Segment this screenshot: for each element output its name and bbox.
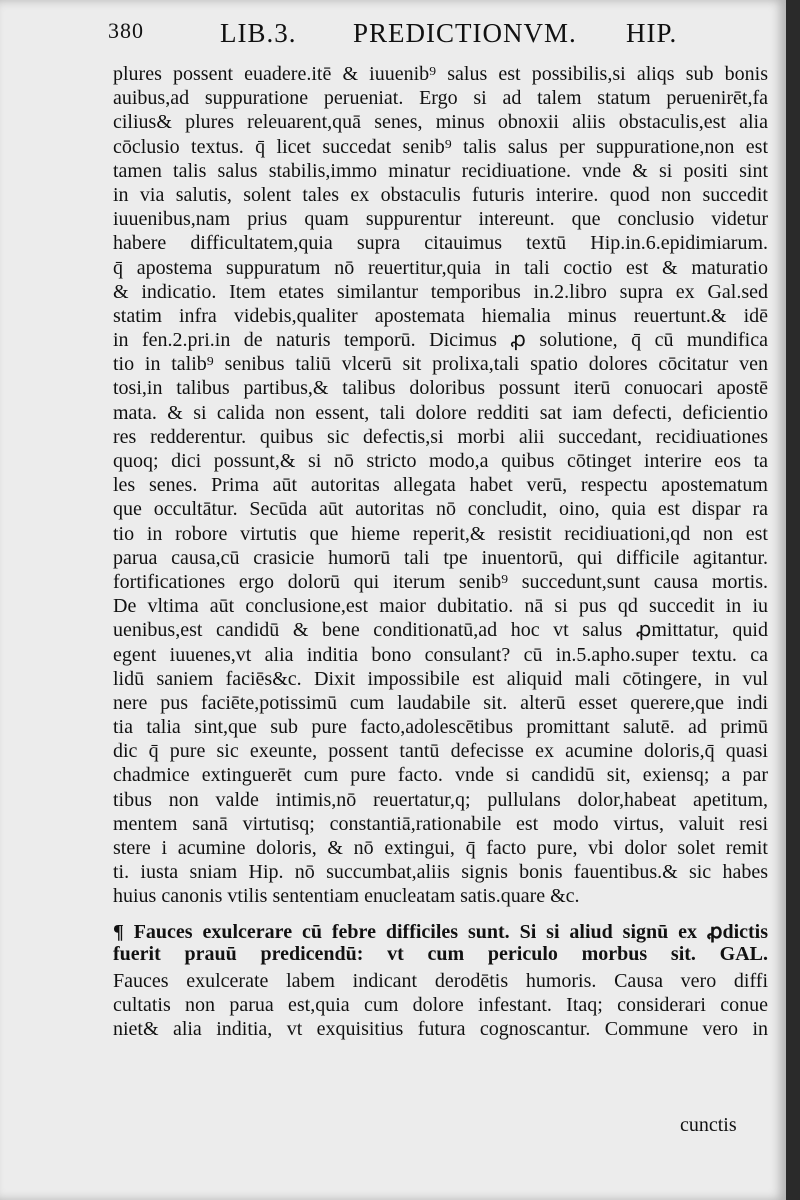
- text-line: niet& alia inditia, vt exquisitius futura cognoscantur. Commune vero in: [113, 1017, 768, 1040]
- text-line: plures possent euadere.itē & iuuenib⁹ salus est possibilis,si aliqs sub bonis: [113, 63, 768, 85]
- text-line: dic q̄ pure sic exeunte, possent tantū defecisse ex acumine doloris,q̄ quasi: [113, 740, 768, 763]
- text-line: quoq; dici possunt,& si nō stricto modo,a quibus cōtinget interire eos ta: [113, 450, 768, 472]
- text-line: iuuenibus,nam prius quam suppurentur intereunt. que conclusio videtur: [113, 208, 768, 231]
- author-label: HIP.: [626, 18, 678, 48]
- text-line: tamen talis salus stabilis,immo minatur recidiuatione. vnde & si positi sint: [113, 159, 768, 182]
- text-line: Fauces exulcerate labem indicant derodētis humoris. Causa vero diffi: [113, 969, 768, 992]
- text-line: egent iuuenes,vt alia inditia bono consulant? cū in.5.apho.super textu. ca: [113, 643, 768, 666]
- text-line: stere i acumine doloris, & nō extingui, q̄ facto pure, vbi dolor solet remit: [113, 837, 768, 859]
- text-line: fortificationes ergo dolorū qui iterum senib⁹ succedunt,sunt causa mortis.: [113, 570, 768, 593]
- text-line: nere pus faciēte,potissimū cum laudabile sit. alterū esset querere,que indi: [113, 691, 768, 714]
- text-line: res redderentur. quibus sic defectis,si morbi alii succedant, recidiuationes: [113, 425, 768, 448]
- galen-commentary: [113, 969, 768, 1042]
- text-line: uenibus,est candidū & bene conditionatū,ad hoc vt salus ꝓmittatur, quid: [113, 619, 768, 642]
- text-line: ti. iusta sniam Hip. nō succumbat,aliis signis bonis fauentibus.& sic habes: [113, 861, 768, 884]
- text-line: statim infra videbis,qualiter apostemata hiemalia minus reuertunt.& idē: [113, 304, 768, 327]
- text-line: auibus,ad suppuratione perueniat. Ergo si ad talem statum peruenirēt,fa: [113, 87, 768, 110]
- text-line: lidū saniem faciēs&c. Dixit impossibile est aliquid mali cōtingere, in vul: [113, 667, 768, 690]
- text-line: cultatis non parua est,quia cum dolore infestant. Itaq; considerari conue: [113, 993, 768, 1016]
- text-line: tia talia sint,que sub pure facto,adolescētibus promittant salutē. ad primū: [113, 716, 768, 739]
- text-line: q̄ apostema suppuratum nō reuertitur,quia in tali coctio est & maturatio: [113, 256, 768, 279]
- text-line: mentem sanā virtutisq; constantiā,rationabile est modo virtus, valuit resi: [113, 812, 768, 835]
- text-line: tosi,in talibus partibus,& talibus doloribus possunt iterū conuocari apostē: [113, 377, 768, 400]
- main-text-block: [113, 62, 768, 1041]
- text-line: huius canonis vtilis sententiam enucleatam satis.quare &c.: [113, 885, 580, 908]
- text-line: cilius& plures releuarent,quā senes, minus obnoxii aliis obstaculis,est alia: [113, 111, 768, 134]
- page-edge-shadow: [786, 0, 800, 1200]
- page-number: 380: [108, 18, 144, 43]
- book-label: LIB.3.: [220, 18, 297, 48]
- text-line: tibus non valde intimis,nō reuertatur,q; pullulans dolor,habeat apetitum,: [113, 788, 768, 811]
- text-line: chadmice extinguerēt cum pure facto. vnde si candidū sit, exiensq; a par: [113, 764, 768, 787]
- text-line: De vltima aūt conclusione,est maior dubitatio. nā si pus qd succedit in iu: [113, 595, 768, 618]
- text-line: in fen.2.pri.in de naturis temporū. Dicimus ꝓ solutione, q̄ cū mundifica: [113, 329, 768, 352]
- text-line: ¶ Fauces exulcerare cū febre difficiles sunt. Si si aliud signū ex ꝓdictis: [113, 920, 768, 943]
- text-line: in via salutis, solent tales ex obstaculis futuris interire. quod non succedit: [113, 183, 768, 206]
- text-line: que occultātur. Secūda aūt autoritas nō concludit, oino, quia est dispar ra: [113, 498, 768, 521]
- text-line: mata. & si calida non essent, tali dolore redditi sat iam defecti, deficientio: [113, 401, 768, 424]
- catchword: cunctis: [680, 1114, 737, 1136]
- text-line: parua causa,cū crasicie humorū tali tpe inuentorū, qui difficile agitantur.: [113, 546, 768, 569]
- text-line: tio in talib⁹ senibus taliū vlcerū sit prolixa,tali spatio dolores cōcitatur ven: [113, 353, 768, 376]
- text-line: les senes. Prima aūt autoritas allegata habet verū, respectu apostematum: [113, 474, 768, 497]
- running-title: PREDICTIONVM.: [353, 18, 577, 48]
- text-line: & indicatio. Item etates similantur temporibus in.2.libro supra ex Gal.sed: [113, 280, 768, 303]
- running-head: [108, 18, 698, 52]
- text-line: fuerit prauū predicendū: vt cum periculo morbus sit. GAL.: [113, 942, 768, 965]
- text-line: tio in robore virtutis que hieme reperit,& resistit recidiuationi,qd non est: [113, 522, 768, 545]
- aphorism-rubric: [113, 921, 768, 965]
- text-line: cōclusio textus. q̄ licet succedat senib⁹ talis salus per suppuratione,non est: [113, 135, 768, 158]
- text-line: habere difficultatem,quia supra citauimus textū Hip.in.6.epidimiarum.: [113, 232, 768, 255]
- commentary-text: [113, 62, 768, 909]
